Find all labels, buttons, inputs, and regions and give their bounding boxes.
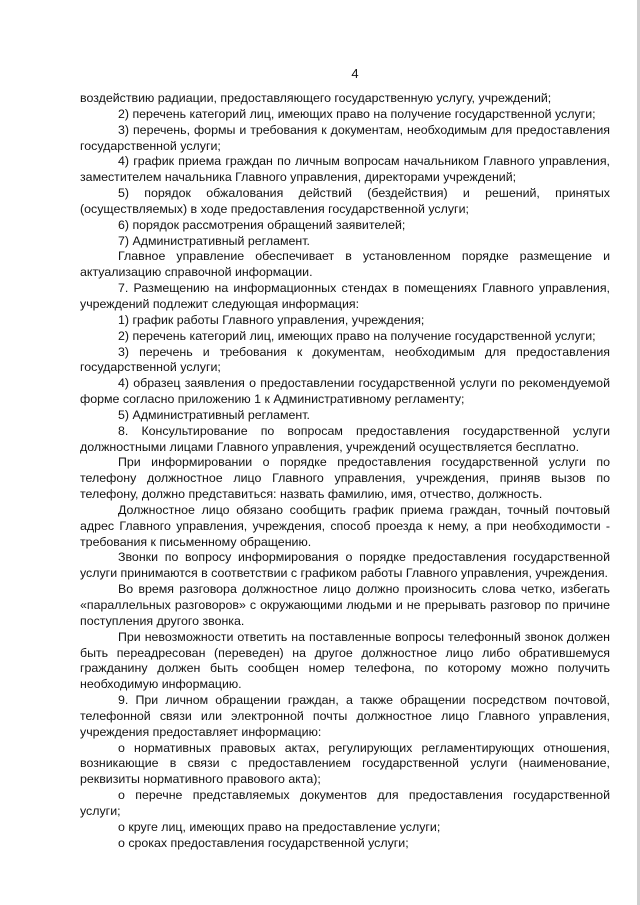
paragraph: 3) перечень и требования к документам, необходимым для предоставления государственной услуги; — [80, 344, 610, 375]
paragraph: 3) перечень, формы и требования к документам, необходимым для предоставления государственной услуги; — [80, 122, 610, 153]
paragraph: При информировании о порядке предоставления государственной услуги по телефону должностное лицо Главного управления, учреждения, приняв вызов по телефону, должно представиться: назвать фамилию, имя, отчество, должность. — [80, 455, 610, 502]
paragraph: о нормативных правовых актах, регулирующих регламентирующих отношения, возникающие в связи с предоставлением государственной услуги (наименование, реквизиты нормативного правового акта); — [80, 740, 610, 787]
paragraph: 5) порядок обжалования действий (бездействия) и решений, принятых (осуществляемых) в ходе предоставления государственной услуги; — [80, 186, 610, 216]
document-body — [80, 91, 610, 852]
paragraph: Должностное лицо обязано сообщить график приема граждан, точный почтовый адрес Главного управления, учреждения, способ проезда к нему, а при необходимости - требования к письменному обращению. — [80, 502, 610, 549]
paragraph: 7) Административный регламент. — [118, 233, 310, 248]
paragraph: При невозможности ответить на поставленные вопросы телефонный звонок должен быть переадресован (переведен) на другое должностное лицо либо обратившемуся гражданину должен быть сообщен номер телефона, по которому можно получить необходимую информацию. — [80, 629, 610, 692]
paragraph: о сроках предоставления государственной услуги; — [118, 835, 409, 850]
paragraph: 9. При личном обращении граждан, а также обращении посредством почтовой, телефонной связи или электронной почты должностное лицо Главного управления, учреждения предоставляет информацию: — [80, 693, 610, 739]
paragraph: Звонки по вопросу информирования о порядке предоставления государственной услуги принимаются в соответствии с графиком работы Главного управления, учреждения. — [80, 550, 610, 581]
page-number: 4 — [351, 66, 359, 81]
paragraph: 6) порядок рассмотрения обращений заявителей; — [118, 217, 406, 232]
paragraph: 4) образец заявления о предоставлении государственной услуги по рекомендуемой форме согласно приложению 1 к Административному регламенту; — [80, 376, 610, 407]
paragraph: 4) график приема граждан по личным вопросам начальником Главного управления, заместителем начальника Главного управления, директорами учреждений; — [80, 154, 610, 185]
paragraph: Главное управление обеспечивает в установленном порядке размещение и актуализацию справочной информации. — [80, 249, 610, 280]
paragraph: Во время разговора должностное лицо должно произносить слова четко, избегать «параллельных разговоров» с окружающими людьми и не прерывать разговор по причине поступления другого звонка. — [80, 582, 610, 628]
paragraph: 7. Размещению на информационных стендах в помещениях Главного управления, учреждений подлежит следующая информация: — [80, 281, 610, 311]
paragraph: о перечне представляемых документов для предоставления государственной услуги; — [80, 788, 610, 818]
paragraph: 1) график работы Главного управления, учреждения; — [118, 312, 425, 327]
paragraph: 8. Консультирование по вопросам предоставления государственной услуги должностными лицами Главного управления, учреждений осуществляется бесплатно. — [80, 423, 610, 454]
paragraph: 2) перечень категорий лиц, имеющих право на получение государственной услуги; — [118, 328, 596, 343]
paragraph: 2) перечень категорий лиц, имеющих право на получение государственной услуги; — [118, 106, 596, 121]
paragraph: о круге лиц, имеющих право на предоставление услуги; — [118, 819, 441, 834]
paragraph: воздействию радиации, предоставляющего государственную услугу, учреждений; — [80, 91, 552, 105]
paragraph: 5) Административный регламент. — [118, 407, 310, 422]
